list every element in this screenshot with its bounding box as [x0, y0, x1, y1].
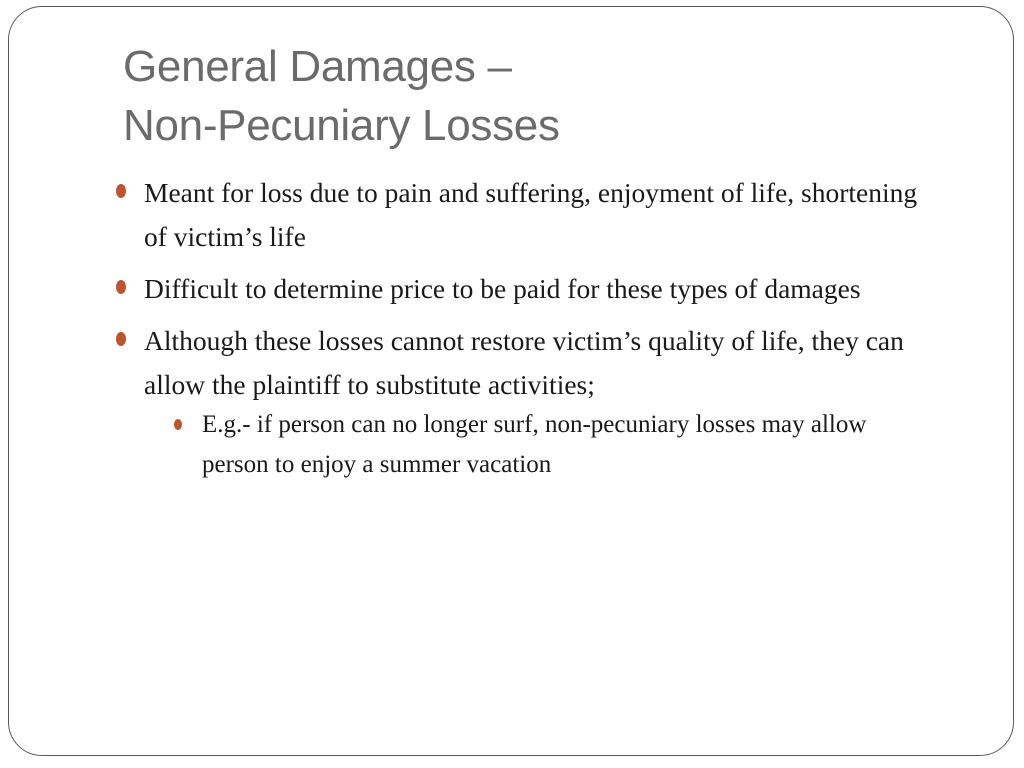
bullet-text: Meant for loss due to pain and suffering, enjoyment of life, shortening of victim’s life: [144, 177, 918, 252]
bullet-text: Difficult to determine price to be paid for these types of damages: [144, 273, 861, 304]
bullet-item: [116, 171, 936, 259]
title-line-2: Non-Pecuniary Losses: [123, 101, 560, 150]
bullet-dot-icon: [116, 332, 126, 346]
sub-bullet-dot-icon: [174, 419, 182, 430]
bullet-text: Although these losses cannot restore victim’s quality of life, they can allow the plaintiff to substitute activities;: [144, 325, 904, 400]
bullet-item: [116, 319, 936, 485]
bullet-list: [116, 171, 936, 493]
bullet-dot-icon: [116, 184, 126, 198]
title-line-1: General Damages –: [123, 42, 512, 91]
sub-bullet-list: [144, 405, 936, 485]
bullet-dot-icon: [116, 280, 126, 294]
sub-bullet-item: [174, 405, 936, 485]
bullet-item: [116, 267, 936, 311]
sub-bullet-text: E.g.- if person can no longer surf, non-pecuniary losses may allow person to enjoy a summer vacation: [202, 411, 867, 478]
slide-title: [123, 37, 560, 155]
